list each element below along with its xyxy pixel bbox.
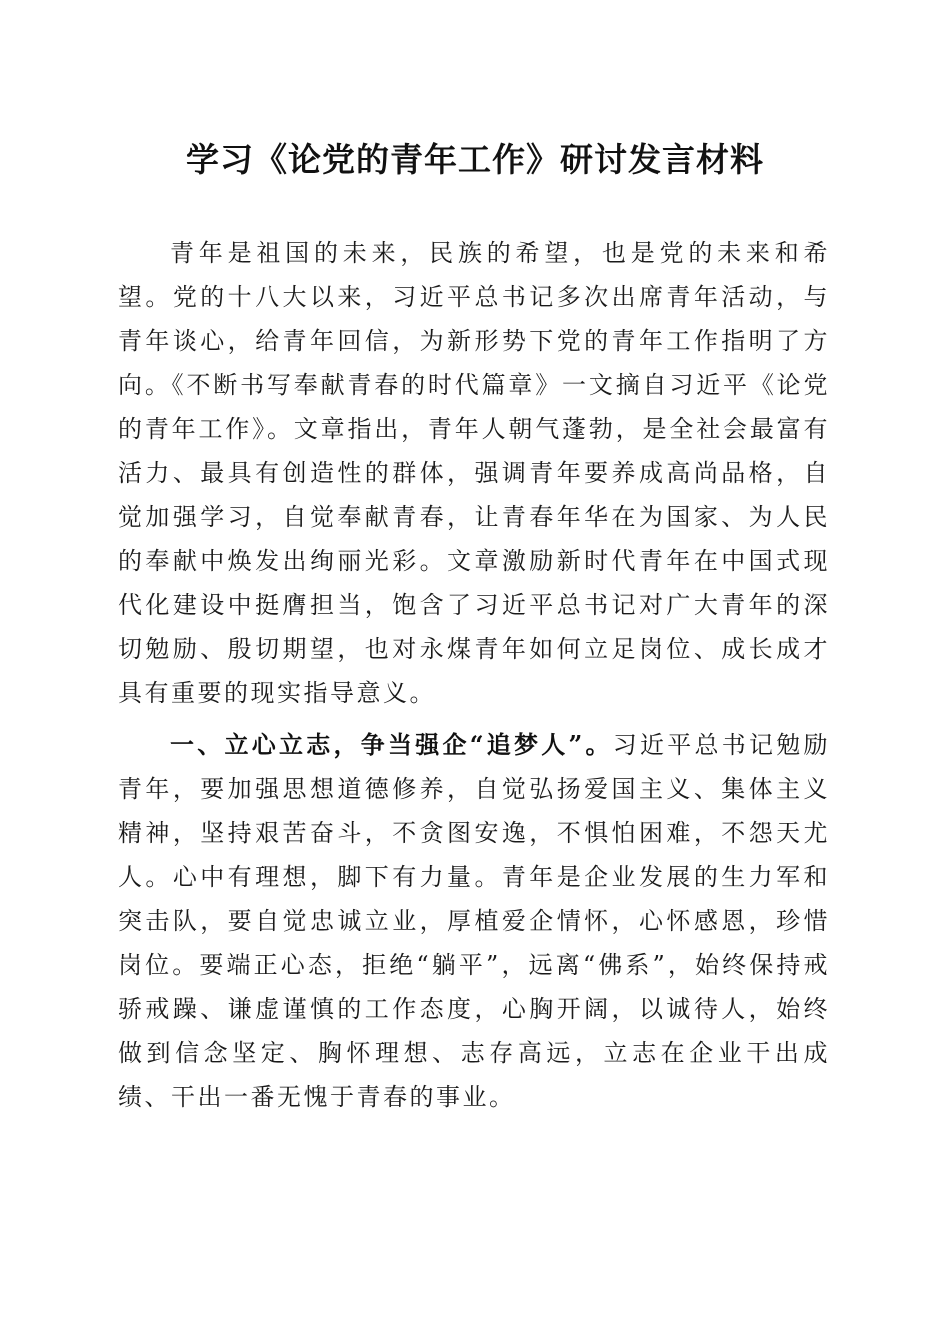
paragraph-intro-text: 青年是祖国的未来，民族的希望，也是党的未来和希望。党的十八大以来，习近平总书记多次出席青年活动，与青年谈心，给青年回信，为新形势下党的青年工作指明了方向。《不断书写奉献青春的时代篇章》一文摘自习近平《论党的青年工作》。文章指出，青年人朝气蓬勃，是全社会最富有活力、最具有创造性的群体，强调青年要养成高尚品格，自觉加强学习，自觉奉献青春，让青春年华在为国家、为人民的奉献中焕发出绚丽光彩。文章激励新时代青年在中国式现代化建设中挺膺担当，饱含了习近平总书记对广大青年的深切勉励、殷切期望，也对永煤青年如何立足岗位、成长成才具有重要的现实指导意义。 xyxy=(118,239,830,707)
section-one-text: 习近平总书记勉励青年，要加强思想道德修养，自觉弘扬爱国主义、集体主义精神，坚持艰苦奋斗，不贪图安逸，不惧怕困难，不怨天尤人。心中有理想，脚下有力量。青年是企业发展的生力军和突击队，要自觉忠诚立业，厚植爱企情怀，心怀感恩，珍惜岗位。要端正心态，拒绝“躺平”，远离“佛系”，始终保持戒骄戒躁、谦虚谨慎的工作态度，心胸开阔，以诚待人，始终做到信念坚定、胸怀理想、志存高远，立志在企业干出成绩、干出一番无愧于青春的事业。 xyxy=(118,731,830,1111)
paragraph-section-one xyxy=(118,723,830,1119)
paragraph-intro xyxy=(118,231,830,715)
document-title: 学习《论党的青年工作》研讨发言材料 xyxy=(186,140,764,179)
section-one-heading: 一、立心立志，争当强企“追梦人”。 xyxy=(170,730,613,759)
